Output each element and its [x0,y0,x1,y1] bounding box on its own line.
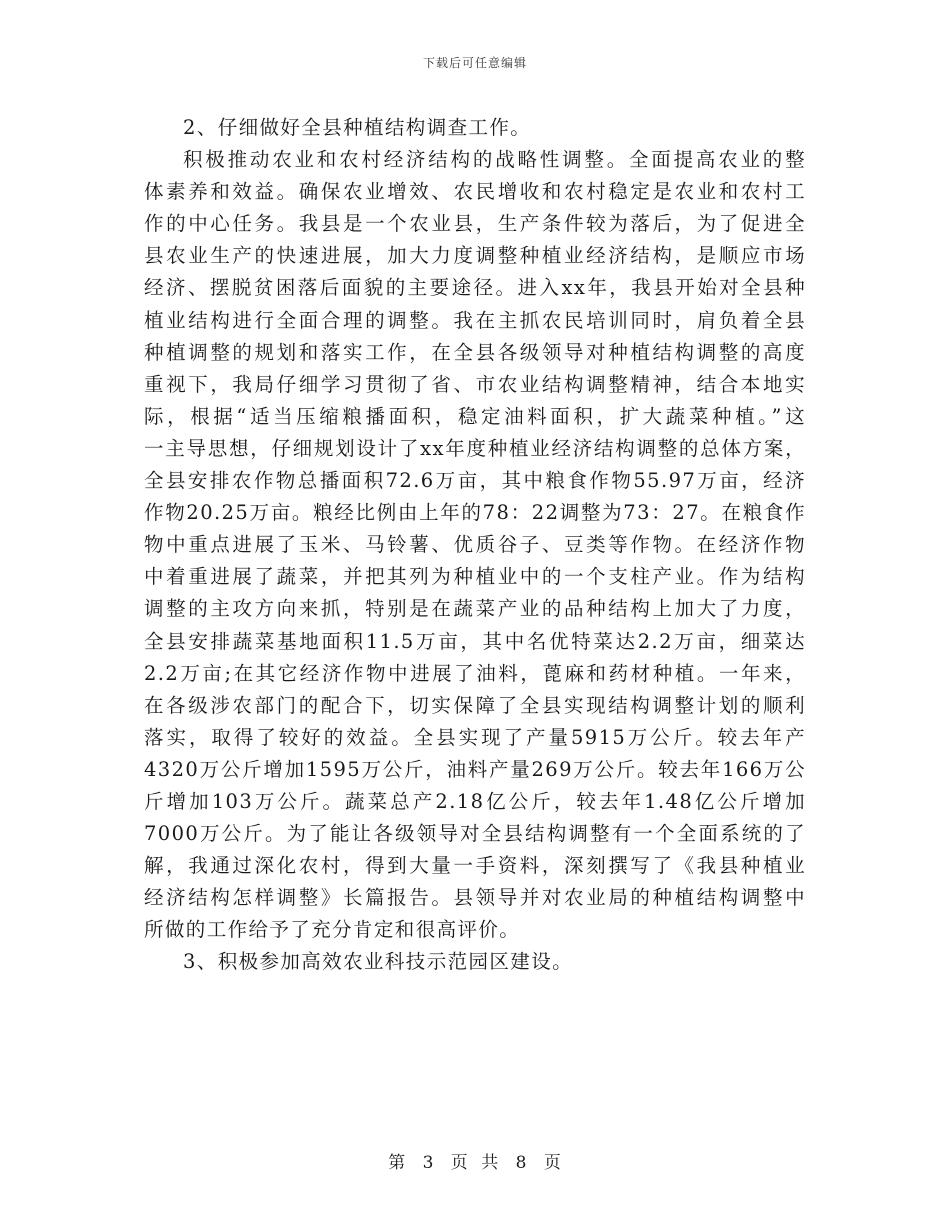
paragraph-line: 在各级涉农部门的配合下，切实保障了全县实现结构调整计划的顺利 [144,693,806,717]
heading-item-2: 2、仔细做好全县种植结构调查工作。 [183,116,532,139]
paragraph-line: 斤增加103万公斤。蔬菜总产2.18亿公斤，较去年1.48亿公斤增加 [144,789,806,813]
page-footer [0,1148,950,1173]
paragraph-line: 全县安排农作物总播面积72.6万亩，其中粮食作物55.97万亩，经济 [144,469,806,493]
paragraph-line: 县农业生产的快速进展，加大力度调整种植业经济结构，是顺应市场 [144,244,806,268]
total-page-count: 8 [515,1153,528,1173]
paragraph-line: 7000万公斤。为了能让各级领导对全县结构调整有一个全面系统的了 [144,822,806,846]
heading-item-3: 3、积极参加高效农业科技示范园区建设。 [183,950,574,974]
paragraph-line: 积极推动农业和农村经济结构的战略性调整。全面提高农业的整 [183,148,806,172]
paragraph-line: 一主导思想，仔细规划设计了xx年度种植业经济结构调整的总体方案， [144,436,806,460]
paragraph-line: 际，根据“适当压缩粮播面积，稳定油料面积，扩大蔬菜种植。”这 [144,404,806,428]
paragraph-line: 物中重点进展了玉米、马铃薯、优质谷子、豆类等作物。在经济作物 [144,533,806,557]
paragraph-line: 解，我通过深化农村，得到大量一手资料，深刻撰写了《我县种植业 [144,854,806,878]
paragraph-line: 经济、摆脱贫困落后面貌的主要途径。进入xx年，我县开始对全县种 [144,276,806,300]
current-page-number: 3 [422,1153,435,1173]
paragraph-line: 植业结构进行全面合理的调整。我在主抓农民培训同时，肩负着全县 [144,308,806,332]
footer-middle: 页 共 [450,1153,500,1173]
document-body [144,112,806,979]
paragraph-line: 重视下，我局仔细学习贯彻了省、市农业结构调整精神，结合本地实 [144,372,806,396]
paragraph-line: 4320万公斤增加1595万公斤，油料产量269万公斤。较去年166万公 [144,757,806,781]
paragraph-line: 体素养和效益。确保农业增效、农民增收和农村稳定是农业和农村工 [144,180,806,204]
paragraph-line: 落实，取得了较好的效益。全县实现了产量5915万公斤。较去年产 [144,725,806,749]
paragraph-line: 全县安排蔬菜基地面积11.5万亩，其中名优特菜达2.2万亩，细菜达 [144,629,806,653]
footer-prefix: 第 [388,1153,407,1173]
paragraph-line: 作物20.25万亩。粮经比例由上年的78：22调整为73：27。在粮食作 [144,501,806,525]
paragraph-line: 种植调整的规划和落实工作，在全县各级领导对种植结构调整的高度 [144,340,806,364]
page-header: 下载后可任意编辑 [422,56,527,70]
footer-suffix: 页 [543,1153,562,1173]
paragraph-line-last: 所做的工作给予了充分肯定和很高评价。 [144,918,521,942]
paragraph-line: 中着重进展了蔬菜，并把其列为种植业中的一个支柱产业。作为结构 [144,565,806,589]
paragraph-line: 经济结构怎样调整》长篇报告。县领导并对农业局的种植结构调整中 [144,886,806,910]
paragraph-line: 作的中心任务。我县是一个农业县，生产条件较为落后，为了促进全 [144,212,806,236]
paragraph-line: 2.2万亩;在其它经济作物中进展了油料，蓖麻和药材种植。一年来， [144,661,806,685]
paragraph-line: 调整的主攻方向来抓，特别是在蔬菜产业的品种结构上加大了力度， [144,597,806,621]
